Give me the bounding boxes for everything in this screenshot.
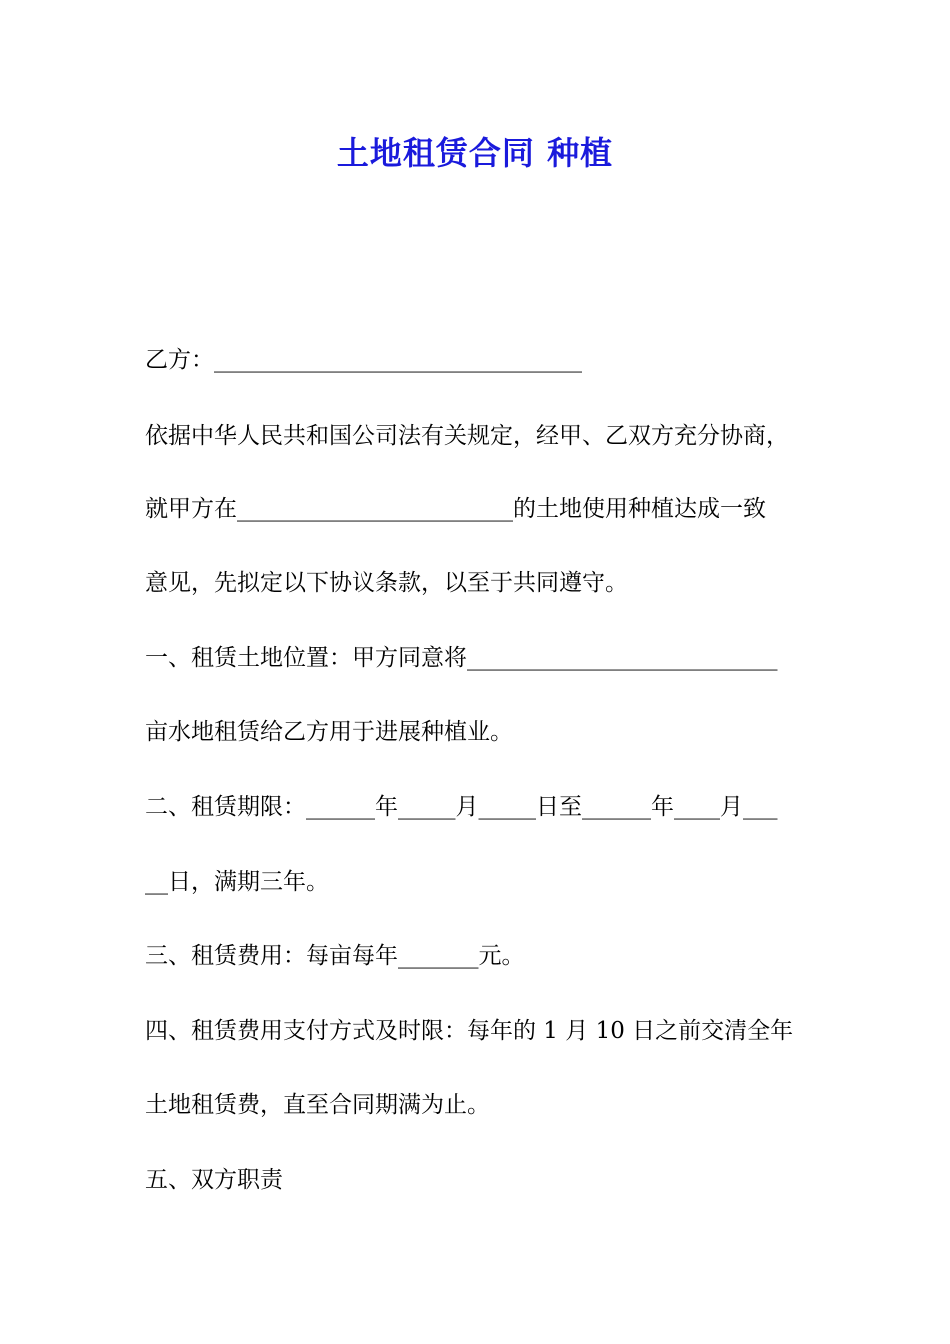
party-b-line: 乙方：________________________________ [145, 347, 582, 373]
clause-3-line: 三、租赁费用：每亩每年_______元。 [145, 943, 525, 969]
clause-2-line: __日，满期三年。 [145, 869, 329, 895]
clause-2-line: 二、租赁期限：______年_____月_____日至______年____月___ [145, 794, 778, 820]
clause-1-line: 一、租赁土地位置：甲方同意将___________________________ [145, 645, 778, 671]
document-title: 土地租赁合同 种植 [336, 134, 614, 172]
paragraph-line: 意见，先拟定以下协议条款，以至于共同遵守。 [145, 570, 628, 596]
paragraph-line: 就甲方在________________________的土地使用种植达成一致 [145, 496, 766, 522]
clause-4-line: 土地租赁费，直至合同期满为止。 [145, 1092, 490, 1118]
paragraph-line: 依据中华人民共和国公司法有关规定，经甲、乙双方充分协商， [145, 423, 789, 449]
clause-4-line: 四、租赁费用支付方式及时限：每年的 1 月 10 日之前交清全年 [145, 1018, 794, 1044]
clause-5-heading: 五、双方职责 [145, 1167, 283, 1193]
clause-1-line: 亩水地租赁给乙方用于进展种植业。 [145, 719, 513, 745]
